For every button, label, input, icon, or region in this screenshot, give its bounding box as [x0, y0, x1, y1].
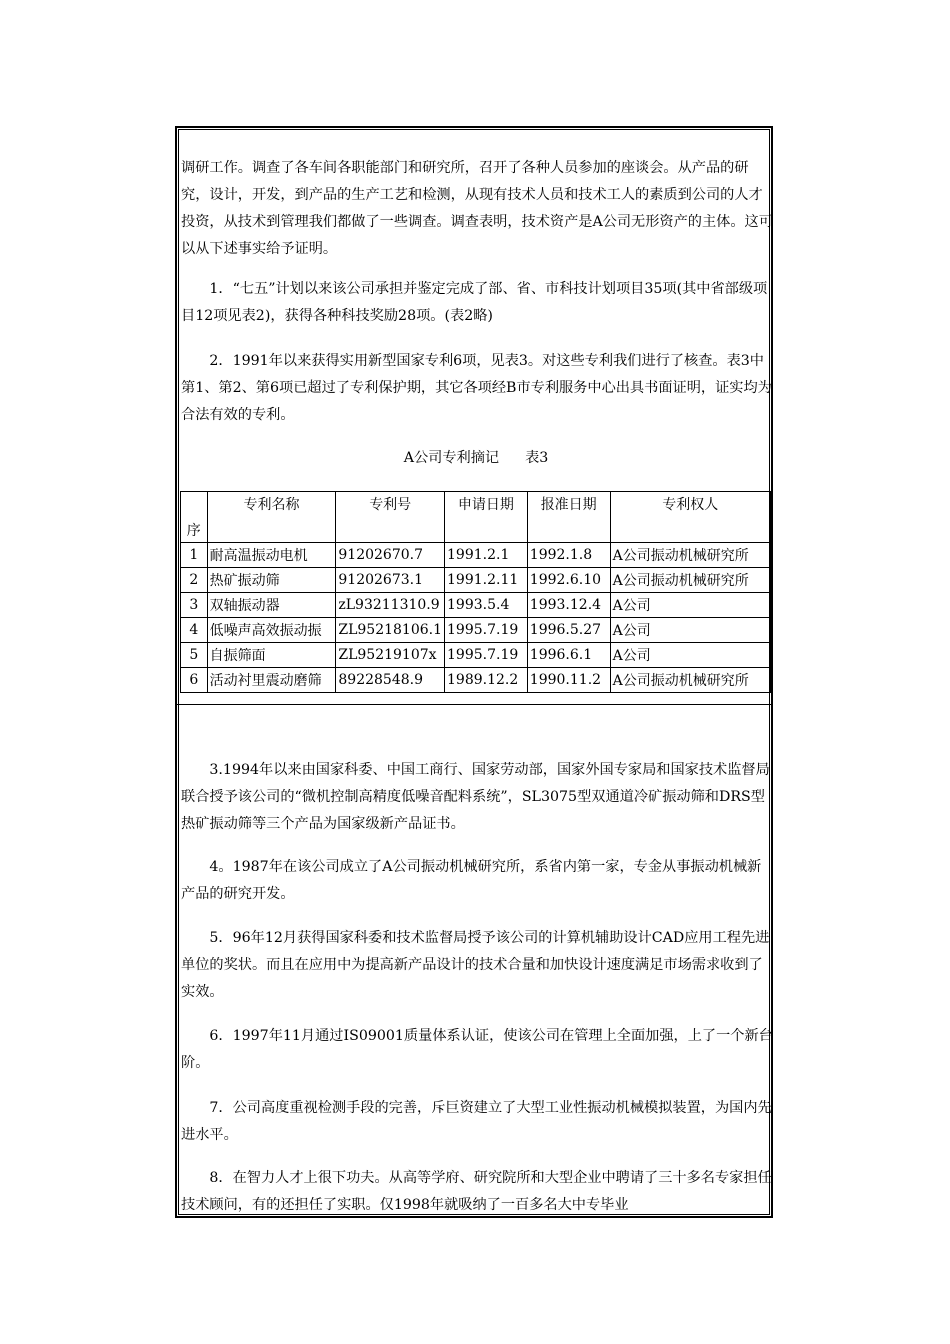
cell-name: 耐高温振动电机 [207, 543, 336, 568]
cell-apply-date: 1993.5.4 [445, 593, 528, 618]
table-caption-title: A公司专利摘记 [403, 450, 500, 466]
table-row [181, 593, 771, 618]
cell-owner: A公司振动机械研究所 [610, 668, 770, 693]
cell-grant-date: 1996.5.27 [527, 618, 610, 643]
header-seq: 序 [181, 492, 208, 543]
cell-seq: 1 [181, 543, 208, 568]
cell-seq: 5 [181, 643, 208, 668]
table-row [181, 543, 771, 568]
header-grant-date: 报准日期 [527, 492, 610, 543]
cell-seq: 4 [181, 618, 208, 643]
cell-number: zL93211310.9 [336, 593, 445, 618]
cell-seq: 2 [181, 568, 208, 593]
cell-name: 低噪声高效振动振 [207, 618, 336, 643]
item-4-paragraph: 4。1987年在该公司成立了A公司振动机械研究所，系省内第一家，专金从事振动机械新产品的研究开发。 [181, 859, 762, 902]
item-6-paragraph: 6．1997年11月通过IS09001质量体系认证，使该公司在管理上全面加强，上了一个新台阶。 [181, 1028, 773, 1071]
item-7-paragraph: 7．公司高度重视检测手段的完善，斥巨资建立了大型工业性振动机械模拟装置，为国内先进水平。 [181, 1100, 772, 1143]
cell-name: 活动衬里震动磨筛 [207, 668, 336, 693]
header-name: 专利名称 [207, 492, 336, 543]
cell-owner: A公司 [610, 643, 770, 668]
item-1-paragraph: 1．“七五”计划以来该公司承担并鉴定完成了部、省、市科技计划项目35项(其中省部级项目12项见表2)，获得各种科技奖励28项。(表2略) [181, 281, 768, 324]
cell-apply-date: 1995.7.19 [445, 618, 528, 643]
patent-table [180, 491, 771, 693]
cell-owner: A公司 [610, 593, 770, 618]
table-row [181, 618, 771, 643]
cell-apply-date: 1991.2.11 [445, 568, 528, 593]
cell-apply-date: 1995.7.19 [445, 643, 528, 668]
cell-owner: A公司振动机械研究所 [610, 543, 770, 568]
cell-name: 双轴振动器 [207, 593, 336, 618]
cell-number: 89228548.9 [336, 668, 445, 693]
page-frame [175, 126, 773, 1218]
item-3-paragraph: 3.1994年以来由国家科委、中国工商行、国家劳动部，国家外国专家局和国家技术监督局联合授予该公司的“微机控制高精度低噪音配料系统”，SL3075型双通道冷矿振动筛和DRS型热矿振动筛等三个产品为国家级新产品证书。 [181, 762, 770, 832]
intro-paragraph: 调研工作。调查了各车间各职能部门和研究所，召开了各种人员参加的座谈会。从产品的研究，设计，开发，到产品的生产工艺和检测，从现有技术人员和技术工人的素质到公司的人才投资，从技术到管理我们都做了一些调查。调查表明，技术资产是A公司无形资产的主体。这可以从下述事实给予证明。 [181, 160, 773, 257]
cell-number: 91202673.1 [336, 568, 445, 593]
cell-grant-date: 1996.6.1 [527, 643, 610, 668]
cell-number: 91202670.7 [336, 543, 445, 568]
cell-grant-date: 1992.1.8 [527, 543, 610, 568]
cell-seq: 3 [181, 593, 208, 618]
item-2-paragraph: 2．1991年以来获得实用新型国家专利6项，见表3。对这些专利我们进行了核查。表3中第1、第2、第6项已超过了专利保护期，其它各项经B市专利服务中心出具书面证明，证实均为合法有效的专利。 [181, 353, 772, 423]
cell-owner: A公司振动机械研究所 [610, 568, 770, 593]
header-apply-date: 申请日期 [445, 492, 528, 543]
item-5-paragraph: 5．96年12月获得国家科委和技术监督局授予该公司的计算机辅助设计CAD应用工程先进单位的奖状。而且在应用中为提高新产品设计的技术合量和加快设计速度满足市场需求收到了实效。 [181, 930, 770, 1000]
cell-number: ZL95218106.1 [336, 618, 445, 643]
table-caption-label: 表3 [525, 450, 549, 466]
cell-owner: A公司 [610, 618, 770, 643]
cell-grant-date: 1990.11.2 [527, 668, 610, 693]
cell-apply-date: 1989.12.2 [445, 668, 528, 693]
table-section-divider [177, 704, 771, 705]
table-header-row [181, 492, 771, 543]
table-caption [177, 446, 775, 470]
cell-number: ZL95219107x [336, 643, 445, 668]
table-row [181, 668, 771, 693]
cell-grant-date: 1992.6.10 [527, 568, 610, 593]
cell-apply-date: 1991.2.1 [445, 543, 528, 568]
header-number: 专利号 [336, 492, 445, 543]
cell-seq: 6 [181, 668, 208, 693]
table-row [181, 643, 771, 668]
cell-name: 热矿振动筛 [207, 568, 336, 593]
item-8-paragraph: 8．在智力人才上很下功夫。从高等学府、研究院所和大型企业中聘请了三十多名专家担任技术顾问，有的还担任了实职。仅1998年就吸纳了一百多名大中专毕业 [181, 1170, 772, 1213]
header-owner: 专利权人 [610, 492, 770, 543]
cell-grant-date: 1993.12.4 [527, 593, 610, 618]
cell-name: 自振筛面 [207, 643, 336, 668]
table-row [181, 568, 771, 593]
